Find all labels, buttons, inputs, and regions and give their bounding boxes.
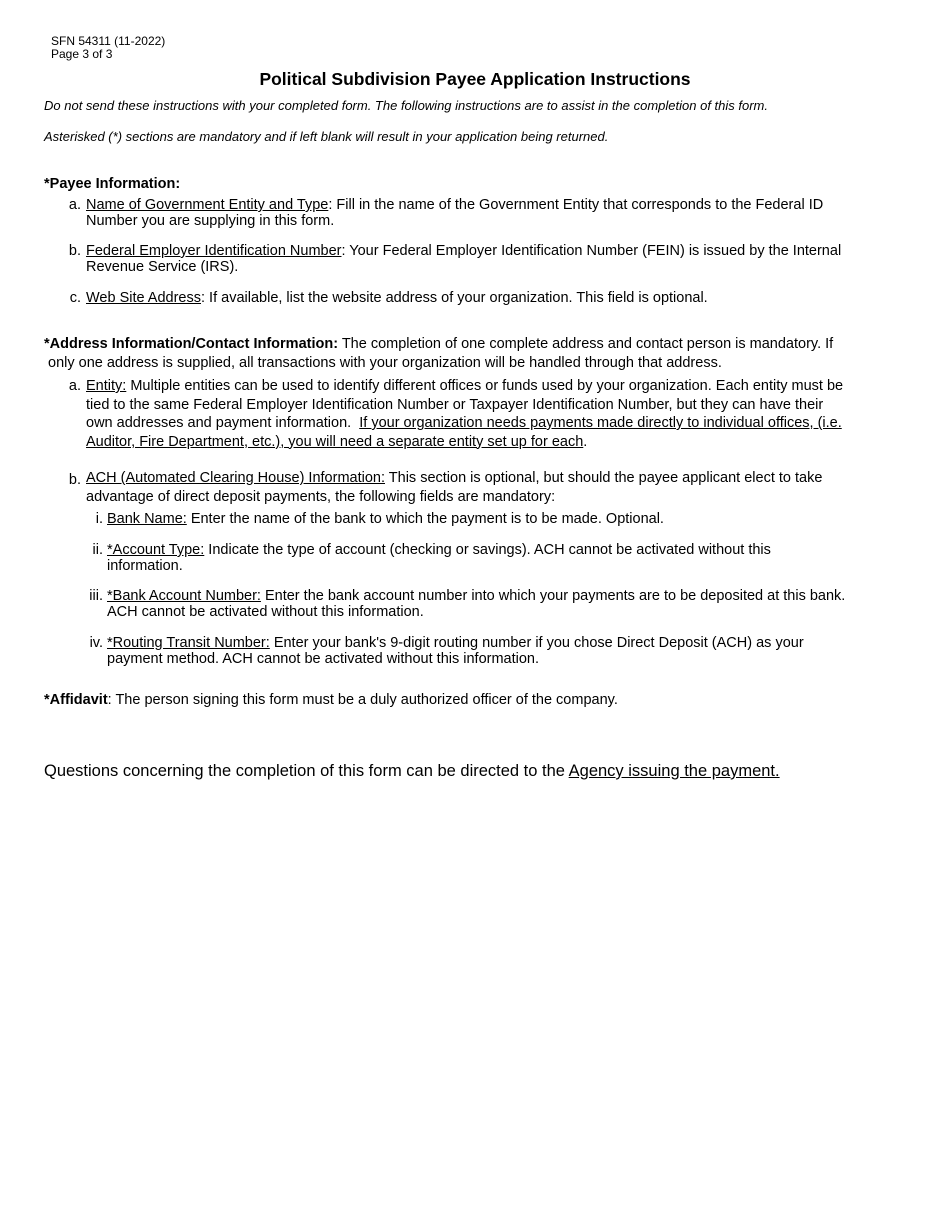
item-text-cont: Number you are supplying in this form.	[86, 213, 335, 229]
item-text-cont: advantage of direct deposit payments, the following fields are mandatory:	[86, 488, 556, 505]
item-text: Indicate the type of account (checking or savings). ACH cannot be activated without this	[204, 542, 771, 558]
affidavit-text: : The person signing this form must be a duly authorized officer of the company.	[107, 692, 618, 708]
item-text-cont: tied to the same Federal Employer Identification Number or Taxpayer Identification Number, but they can have their	[86, 396, 824, 413]
term: Bank Name:	[107, 511, 187, 527]
item-text-cont: information.	[107, 558, 183, 574]
item-text: : Fill in the name of the Government Entity that corresponds to the Federal ID	[328, 197, 824, 213]
item-text: : If available, list the website address of your organization. This field is optional.	[201, 290, 708, 306]
item-text: : Your Federal Employer Identification Number (FEIN) is issued by the Internal	[341, 243, 842, 259]
term: *Routing Transit Number:	[107, 635, 270, 651]
item-text-cont: Revenue Service (IRS).	[86, 259, 239, 275]
list-marker: a.	[68, 378, 81, 394]
term: Entity:	[86, 378, 127, 394]
item-text-cont: own addresses and payment information.	[86, 415, 360, 431]
affidavit	[44, 692, 618, 708]
list-marker: a.	[68, 197, 81, 213]
address-heading: *Address Information/Contact Information:	[44, 336, 339, 352]
item-text: Enter the name of the bank to which the payment is to be made. Optional.	[186, 511, 664, 527]
form-number: SFN 54311 (11-2022)	[51, 34, 166, 48]
questions-note	[44, 762, 780, 781]
intro-line-1: Do not send these instructions with your completed form. The following instructions are to assist in the completion of this form.	[44, 98, 769, 113]
item-text-underlined: Auditor, Fire Department, etc.), you will need a separate entity set up for each	[86, 433, 584, 450]
item-text-underlined: If your organization needs payments made directly to individual offices, (i.e.	[359, 415, 842, 431]
list-marker: c.	[69, 290, 81, 306]
payee-heading: *Payee Information:	[44, 176, 181, 192]
list-marker: ii.	[92, 542, 103, 558]
affidavit-heading: *Affidavit	[44, 692, 108, 708]
item-text-end: .	[583, 433, 588, 450]
item-text: Enter the bank account number into which your payments are to be deposited at this bank.	[260, 588, 846, 604]
address-text: The completion of one complete address and contact person is mandatory. If	[338, 336, 834, 352]
term: *Account Type:	[107, 542, 205, 558]
term: *Bank Account Number:	[107, 588, 261, 604]
term: Web Site Address	[86, 290, 201, 306]
page-number: Page 3 of 3	[51, 47, 113, 61]
list-marker: b.	[68, 243, 81, 259]
item-text: This section is optional, but should the payee applicant elect to take	[385, 470, 823, 486]
form-header	[51, 35, 165, 61]
intro-line-2: Asterisked (*) sections are mandatory and if left blank will result in your application being returned.	[44, 129, 609, 144]
term: ACH (Automated Clearing House) Information:	[86, 470, 385, 486]
list-marker: iii.	[89, 588, 103, 604]
address-intro	[44, 335, 914, 373]
list-marker: iv.	[89, 635, 103, 651]
item-text: Enter your bank's 9-digit routing number if you chose Direct Deposit (ACH) as your	[269, 635, 804, 651]
list-marker: b.	[68, 472, 81, 488]
agency-link[interactable]: Agency issuing the payment.	[568, 762, 780, 780]
list-marker: i.	[95, 511, 103, 527]
questions-text: Questions concerning the completion of this form can be directed to the	[44, 762, 569, 780]
page-title: Political Subdivision Payee Application Instructions	[259, 69, 691, 89]
term: Name of Government Entity and Type	[86, 197, 329, 213]
item-text: Multiple entities can be used to identify different offices or funds used by your organization. Each entity must be	[126, 378, 844, 394]
term: Federal Employer Identification Number	[86, 243, 342, 259]
address-text-cont: only one address is supplied, all transactions with your organization will be handled through that address.	[48, 355, 722, 371]
item-text-cont: ACH cannot be activated without this information.	[107, 604, 424, 620]
item-text-cont: payment method. ACH cannot be activated without this information.	[107, 651, 540, 667]
